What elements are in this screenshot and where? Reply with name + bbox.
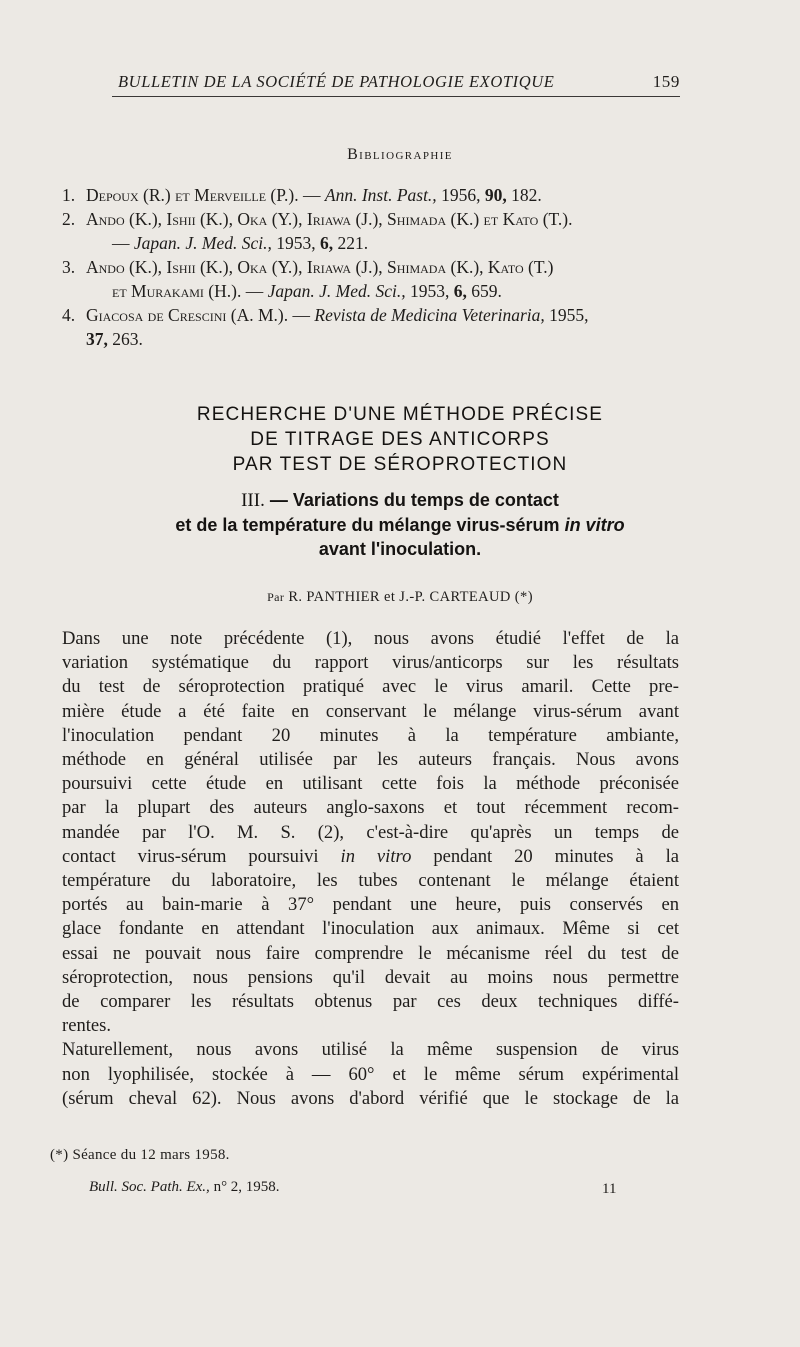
reference-authors-cont: et Murakami (H.). xyxy=(112,281,242,301)
subtitle-italic: in vitro xyxy=(564,515,625,535)
body-line: mandée par l'O. M. S. (2), c'est-à-dire qu'après un temps de xyxy=(62,821,679,843)
author-byline xyxy=(0,589,800,606)
page-number: 159 xyxy=(652,72,680,91)
body-line: essai ne pouvait nous faire comprendre le mécanisme réel du test de xyxy=(62,942,679,964)
body-line: du test de séroprotection pratiqué avec le virus amaril. Cette pre- xyxy=(62,676,679,698)
body-line: poursuivi cette étude en utilisant cette fois la méthode préconisée xyxy=(62,773,679,795)
article-subtitle xyxy=(0,488,800,561)
reference-journal: Ann. Inst. Past., xyxy=(324,185,437,205)
reference-authors: Giacosa de Crescini (A. M.). xyxy=(86,305,289,325)
reference-number: 4. xyxy=(62,305,76,325)
reference-separator: — xyxy=(298,185,325,205)
reference-separator: — xyxy=(288,305,315,325)
part-number: III. xyxy=(241,490,265,511)
bibliography-title: Bibliographie xyxy=(347,146,453,163)
article-body xyxy=(62,627,679,1111)
reference-3 xyxy=(62,255,682,303)
body-line: glace fondante en attendant l'inoculation aux animaux. Même si cet xyxy=(62,918,679,940)
reference-separator: — xyxy=(241,281,268,301)
reference-pages: 221. xyxy=(333,233,369,253)
reference-year: 1953, xyxy=(271,233,321,253)
body-line: Naturellement, nous avons utilisé la même suspension de virus xyxy=(62,1039,679,1061)
body-line: mière étude a été faite en conservant le mélange virus-sérum avant xyxy=(62,700,679,722)
reference-journal: Japan. J. Med. Sci., xyxy=(267,281,406,301)
reference-volume: 6, xyxy=(320,233,334,253)
reference-authors: Ando (K.), Ishii (K.), Oka (Y.), Iriawa (J.), Shimada (K.), Kato (T.) xyxy=(86,257,554,277)
footer-journal-ref: Bull. Soc. Path. Ex., xyxy=(89,1179,210,1195)
byline-prefix: Par xyxy=(267,590,285,604)
article-title xyxy=(0,402,800,477)
subtitle-line: avant l'inoculation. xyxy=(318,539,482,559)
body-line: portés au bain-marie à 37° pendant une heure, puis conservés en xyxy=(62,894,679,916)
running-header xyxy=(112,70,680,97)
body-line: température du laboratoire, les tubes contenant le mélange étaient xyxy=(62,870,679,892)
article-title-line: PAR TEST DE SÉROPROTECTION xyxy=(232,454,568,475)
reference-separator: — xyxy=(112,233,134,253)
reference-year: 1956, xyxy=(436,185,485,205)
reference-volume: 37, xyxy=(86,329,108,349)
body-line: (sérum cheval 62). Nous avons d'abord vérifié que le stockage de la xyxy=(62,1087,679,1109)
reference-pages: 659. xyxy=(466,281,502,301)
body-line: variation systématique du rapport virus/anticorps sur les résultats xyxy=(62,652,679,674)
reference-4 xyxy=(62,303,682,351)
body-line: séroprotection, nous pensions qu'il devait au moins nous permettre xyxy=(62,966,679,988)
reference-pages: 182. xyxy=(506,185,542,205)
reference-authors: Ando (K.), Ishii (K.), Oka (Y.), Iriawa (J.), Shimada (K.) et Kato (T.). xyxy=(86,209,573,229)
body-line: de comparer les résultats obtenus par ces deux techniques diffé- xyxy=(62,991,679,1013)
reference-pages: 263. xyxy=(107,329,143,349)
reference-list xyxy=(62,183,682,351)
page-footer xyxy=(89,1179,629,1196)
body-line: non lyophilisée, stockée à — 60° et le même sérum expérimental xyxy=(62,1063,679,1085)
reference-volume: 90, xyxy=(484,185,507,205)
footnote: (*) Séance du 12 mars 1958. xyxy=(50,1147,230,1163)
italic-in-vitro: in vitro xyxy=(340,845,412,867)
body-line: rentes. xyxy=(62,1015,112,1037)
article-title-line: DE TITRAGE DES ANTICORPS xyxy=(250,429,550,450)
body-line: Dans une note précédente (1), nous avons étudié l'effet de la xyxy=(62,628,679,649)
reference-journal: Revista de Medicina Veterinaria, xyxy=(314,305,545,325)
subtitle-line: et de la température du mélange virus-sérum xyxy=(175,515,565,535)
reference-journal: Japan. J. Med. Sci., xyxy=(133,233,272,253)
reference-year: 1953, xyxy=(405,281,454,301)
subtitle-line: — Variations du temps de contact xyxy=(264,490,559,510)
author-names: R. PANTHIER et J.-P. CARTEAUD (*) xyxy=(288,589,533,605)
journal-title: BULLETIN DE LA SOCIÉTÉ DE PATHOLOGIE EXOTIQUE xyxy=(118,72,555,91)
reference-year: 1955, xyxy=(544,305,589,325)
sheet-number: 11 xyxy=(602,1181,617,1197)
reference-number: 3. xyxy=(62,257,76,277)
reference-number: 2. xyxy=(62,209,76,229)
reference-2 xyxy=(62,207,682,255)
reference-number: 1. xyxy=(62,185,76,205)
body-line: contact virus-sérum poursuivi in vitro pendant 20 minutes à la xyxy=(62,845,680,867)
body-line: méthode en général utilisée par les auteurs français. Nous avons xyxy=(62,749,679,771)
reference-authors: Depoux (R.) et Merveille (P.). xyxy=(86,185,299,205)
reference-volume: 6, xyxy=(453,281,467,301)
body-line: l'inoculation pendant 20 minutes à la température ambiante, xyxy=(62,724,679,746)
article-title-line: RECHERCHE D'UNE MÉTHODE PRÉCISE xyxy=(196,404,604,425)
footer-issue: n° 2, 1958. xyxy=(209,1179,280,1195)
reference-1 xyxy=(62,183,682,207)
body-line: par la plupart des auteurs anglo-saxons et tout récemment recom- xyxy=(62,797,679,819)
